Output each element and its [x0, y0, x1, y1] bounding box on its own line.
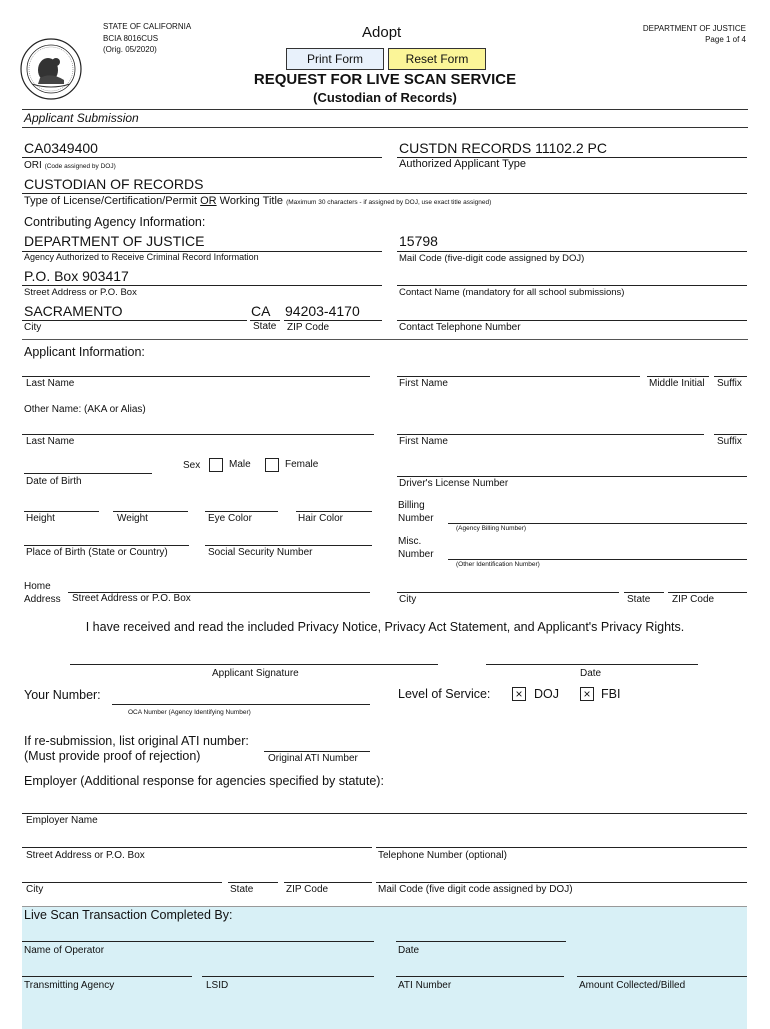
live-scan-heading: Live Scan Transaction Completed By:: [24, 908, 233, 922]
mail-code-value[interactable]: 15798: [399, 233, 438, 249]
misc-number-label: Misc. Number: [398, 536, 434, 560]
applicant-info-heading: Applicant Information:: [24, 345, 145, 359]
employer-city-label[interactable]: City: [26, 884, 44, 895]
contact-phone-label: Contact Telephone Number: [399, 322, 521, 333]
contributing-agency-heading: Contributing Agency Information:: [24, 215, 206, 229]
sex-label: Sex: [183, 460, 201, 471]
live-scan-date-label[interactable]: Date: [398, 945, 420, 956]
zip-label: ZIP Code: [287, 322, 330, 333]
contact-name-label: Contact Name (mandatory for all school submissions): [399, 287, 625, 298]
city-label: City: [24, 322, 42, 333]
header-state: STATE OF CALIFORNIA: [103, 22, 192, 31]
home-zip-label[interactable]: ZIP Code: [672, 594, 715, 605]
suffix-label[interactable]: Suffix: [717, 378, 742, 389]
first-name-label[interactable]: First Name: [399, 378, 448, 389]
male-label: Male: [229, 459, 251, 470]
aka-suffix-label[interactable]: Suffix: [717, 436, 742, 447]
employer-heading: Employer (Additional response for agencies specified by statute):: [24, 774, 384, 788]
home-city-label[interactable]: City: [399, 594, 417, 605]
city-value[interactable]: SACRAMENTO: [24, 303, 123, 319]
doj-checkbox[interactable]: ×: [512, 687, 526, 701]
other-name-label: Other Name: (AKA or Alias): [24, 404, 146, 415]
original-ati-label[interactable]: Original ATI Number: [268, 753, 358, 764]
fbi-label: FBI: [601, 687, 621, 701]
fbi-checkbox[interactable]: ×: [580, 687, 594, 701]
signature-date-label[interactable]: Date: [580, 668, 602, 679]
address-label: Address: [24, 594, 61, 605]
mail-code-label: Mail Code (five-digit code assigned by DOJ): [399, 253, 585, 264]
header-orig-date: (Orig. 05/2020): [103, 45, 157, 54]
middle-initial-label[interactable]: Middle Initial: [649, 378, 705, 389]
last-name-label[interactable]: Last Name: [26, 378, 75, 389]
oca-note: OCA Number (Agency Identifying Number): [128, 709, 251, 716]
eye-color-label[interactable]: Eye Color: [208, 513, 252, 524]
doj-label: DOJ: [534, 687, 559, 701]
home-street-label[interactable]: Street Address or P.O. Box: [72, 593, 191, 604]
applicant-submission-heading: Applicant Submission: [24, 111, 139, 125]
license-title-label: Type of License/Certification/Permit OR Working Title (Maximum 30 characters - if assigned by DOJ, use exact title assigned): [24, 195, 492, 207]
ssn-label[interactable]: Social Security Number: [208, 547, 313, 558]
header-page: Page 1 of 4: [705, 35, 746, 44]
transmitting-agency-label[interactable]: Transmitting Agency: [24, 980, 115, 991]
operator-label[interactable]: Name of Operator: [24, 945, 105, 956]
billing-note: (Agency Billing Number): [456, 525, 527, 532]
drivers-license-label[interactable]: Driver's License Number: [399, 478, 509, 489]
ori-label: ORI (Code assigned by DOJ): [24, 160, 116, 171]
agency-label: Agency Authorized to Receive Criminal Record Information: [24, 252, 259, 262]
male-checkbox[interactable]: [209, 458, 223, 472]
ati-number-label[interactable]: ATI Number: [398, 980, 452, 991]
applicant-signature-label[interactable]: Applicant Signature: [212, 668, 299, 679]
state-label: State: [253, 321, 277, 332]
street-value[interactable]: P.O. Box 903417: [24, 268, 129, 284]
billing-number-label: Billing Number: [398, 500, 434, 524]
zip-value[interactable]: 94203-4170: [285, 303, 360, 319]
your-number-label: Your Number:: [24, 688, 101, 702]
header-department: DEPARTMENT OF JUSTICE: [642, 24, 746, 33]
employer-zip-label[interactable]: ZIP Code: [286, 884, 329, 895]
level-of-service-label: Level of Service:: [398, 687, 491, 701]
employer-phone-label[interactable]: Telephone Number (optional): [378, 850, 507, 861]
amount-label[interactable]: Amount Collected/Billed: [579, 980, 686, 991]
place-of-birth-label[interactable]: Place of Birth (State or Country): [26, 547, 168, 558]
ori-value[interactable]: CA0349400: [24, 140, 98, 156]
home-label: Home: [24, 581, 51, 592]
applicant-type-label: Authorized Applicant Type: [399, 158, 526, 170]
license-title-value[interactable]: CUSTODIAN OF RECORDS: [24, 176, 204, 192]
employer-state-label[interactable]: State: [230, 884, 254, 895]
live-scan-section: [22, 906, 747, 1029]
applicant-type-value[interactable]: CUSTDN RECORDS 11102.2 PC: [399, 140, 607, 156]
form-title: REQUEST FOR LIVE SCAN SERVICE: [253, 71, 517, 88]
state-value[interactable]: CA: [251, 303, 271, 319]
resubmission-line1: If re-submission, list original ATI number:: [24, 734, 249, 748]
weight-label[interactable]: Weight: [117, 513, 148, 524]
agency-value[interactable]: DEPARTMENT OF JUSTICE: [24, 233, 205, 249]
reset-form-button[interactable]: Reset Form: [388, 48, 486, 70]
hair-color-label[interactable]: Hair Color: [298, 513, 344, 524]
aka-last-name-label[interactable]: Last Name: [26, 436, 75, 447]
acknowledgement-text: I have received and read the included Privacy Notice, Privacy Act Statement, and Applicant's Privacy Rights.: [85, 620, 685, 634]
employer-street-label[interactable]: Street Address or P.O. Box: [26, 850, 145, 861]
employer-mail-code-label[interactable]: Mail Code (five digit code assigned by DOJ): [378, 884, 573, 895]
resubmission-line2: (Must provide proof of rejection): [24, 749, 201, 763]
adopt-label: Adopt: [362, 24, 402, 41]
print-form-button[interactable]: Print Form: [286, 48, 384, 70]
home-state-label[interactable]: State: [627, 594, 651, 605]
misc-note: (Other Identification Number): [456, 561, 540, 568]
female-label: Female: [285, 459, 319, 470]
aka-first-name-label[interactable]: First Name: [399, 436, 448, 447]
employer-name-label[interactable]: Employer Name: [26, 815, 98, 826]
lsid-label[interactable]: LSID: [206, 980, 229, 991]
header-form-number: BCIA 8016CUS: [103, 34, 159, 43]
form-subtitle: (Custodian of Records): [313, 90, 457, 105]
female-checkbox[interactable]: [265, 458, 279, 472]
height-label[interactable]: Height: [26, 513, 55, 524]
dob-label[interactable]: Date of Birth: [26, 476, 82, 487]
street-label: Street Address or P.O. Box: [24, 287, 137, 298]
